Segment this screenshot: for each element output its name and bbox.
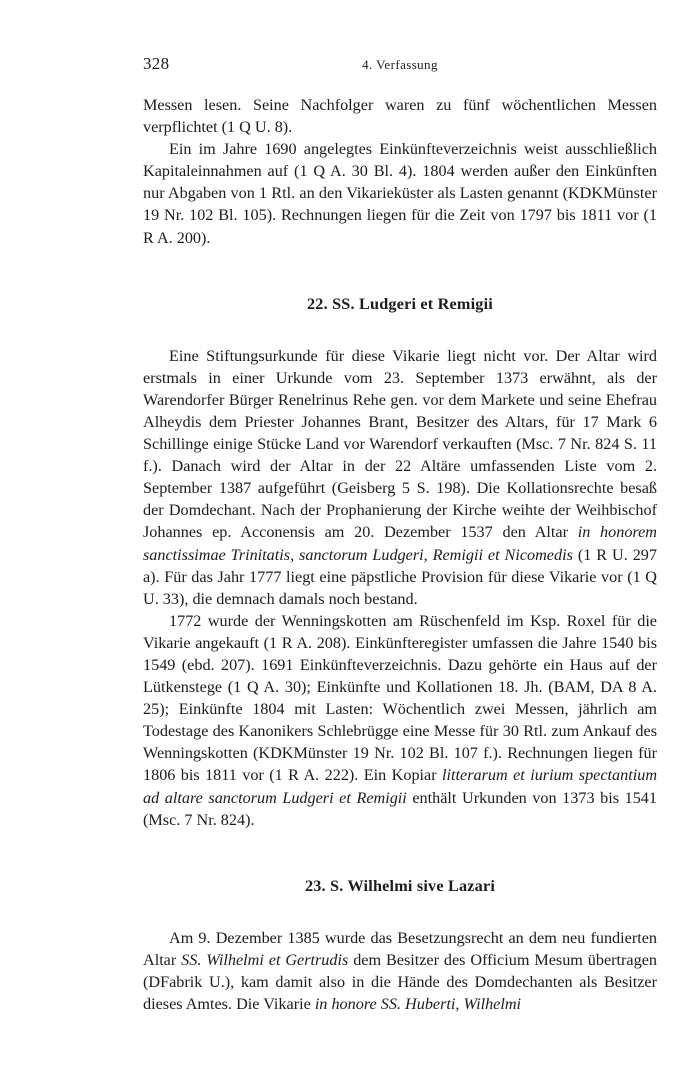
latin-dedication: in honorem sanctissimae Trinitatis, sanctorum Ludgeri, Remigii et Nicomedis bbox=[143, 523, 658, 564]
chapter-title: 4. Verfassung bbox=[362, 57, 438, 72]
body-text bbox=[143, 94, 657, 1015]
section-22-paragraph-1 bbox=[143, 345, 657, 610]
section-heading-22: 22. SS. Ludgeri et Remigii bbox=[307, 294, 493, 313]
text-run: enthält Urkunden von 1373 bis 1541 (Msc. 7 Nr. 824). bbox=[143, 788, 657, 829]
text-run: (1 R U. 297 a). Für das Jahr 1777 liegt eine päpstliche Provision für diese Vikarie vor (1 Q U. 33), die demnach damals noch bestand. bbox=[143, 545, 657, 608]
latin-title: litterarum et iurium spectantium ad altare sanctorum Ludgeri et Remigii bbox=[143, 766, 658, 807]
section-22-paragraph-2 bbox=[143, 610, 657, 831]
page-number: 328 bbox=[143, 54, 170, 73]
latin-dedication: in honore SS. Huberti, Wilhelmi bbox=[314, 995, 522, 1013]
text-run: 1772 wurde der Wenningskotten am Rüschenfeld im Ksp. Roxel für die Vikarie angekauft (1 R A. 208). Einkünfteregister umfassen die Jahre 1540 bis 1549 (ebd. 207). 1691 Einkünfteverzeichnis. Dazu gehörte ein Haus auf der Lütkenstege (1 Q A. 30); Einkünfte und Kollationen 18. Jh. (BAM, DA 8 A. 25); Einkünfte 1804 mit Lasten: Wöchentlich zwei Messen, jährlich am Todestage des Kanonikers Schlebrügge eine Messe für 30 Rtl. zum Ankauf des Wenningskotten (KDKMünster 19 Nr. 102 Bl. 107 f.). Rechnungen liegen für 1806 bis 1811 vor (1 R A. 222). Ein Kopiar bbox=[143, 611, 657, 785]
section-23-paragraph-1 bbox=[143, 927, 657, 1015]
running-head bbox=[143, 54, 657, 78]
intro-paragraph-2: Ein im Jahre 1690 angelegtes Einkünfteverzeichnis weist ausschließlich Kapitaleinnahmen auf (1 Q A. 30 Bl. 4). 1804 werden außer den Einkünften nur Abgaben von 1 Rtl. an den Vikarieküster als Lasten genannt (KDKMünster 19 Nr. 102 Bl. 105). Rechnungen liegen für die Zeit von 1797 bis 1811 vor (1 R A. 200). bbox=[143, 140, 657, 247]
text-run: dem Besitzer des Officium Mesum übertragen (DFabrik U.), kam damit also in die Hände des Domdechanten als Besitzer dieses Amtes. Die Vikarie bbox=[143, 950, 657, 1013]
intro-paragraph-1: Messen lesen. Seine Nachfolger waren zu fünf wöchentlichen Messen verpflichtet (1 Q U. 8). bbox=[143, 96, 657, 137]
latin-altar-name: SS. Wilhelmi et Gertrudis bbox=[181, 950, 349, 969]
text-run: Eine Stiftungsurkunde für diese Vikarie liegt nicht vor. Der Altar wird erstmals in einer Urkunde vom 23. September 1373 erwähnt, als der Warendorfer Bürger Renelrinus Rehe gen. vor dem Markete und seine Ehefrau Alheydis dem Priester Johannes Brant, Besitzer des Altars, für 17 Mark 6 Schillinge einige Stücke Land vor Warendorf verkauften (Msc. 7 Nr. 824 S. 11 f.). Danach wird der Altar in der 22 Altäre umfassenden Liste vom 2. September 1387 aufgeführt (Geisberg 5 S. 198). Die Kollationsrechte besaß der Domdechant. Nach der Prophanierung der Kirche weihte der Weihbischof Johannes ep. Acconensis am 20. Dezember 1537 den Altar bbox=[143, 346, 657, 542]
section-heading-23: 23. S. Wilhelmi sive Lazari bbox=[304, 876, 496, 895]
text-run: Am 9. Dezember 1385 wurde das Besetzungsrecht an dem neu fundierten Altar bbox=[143, 928, 657, 969]
